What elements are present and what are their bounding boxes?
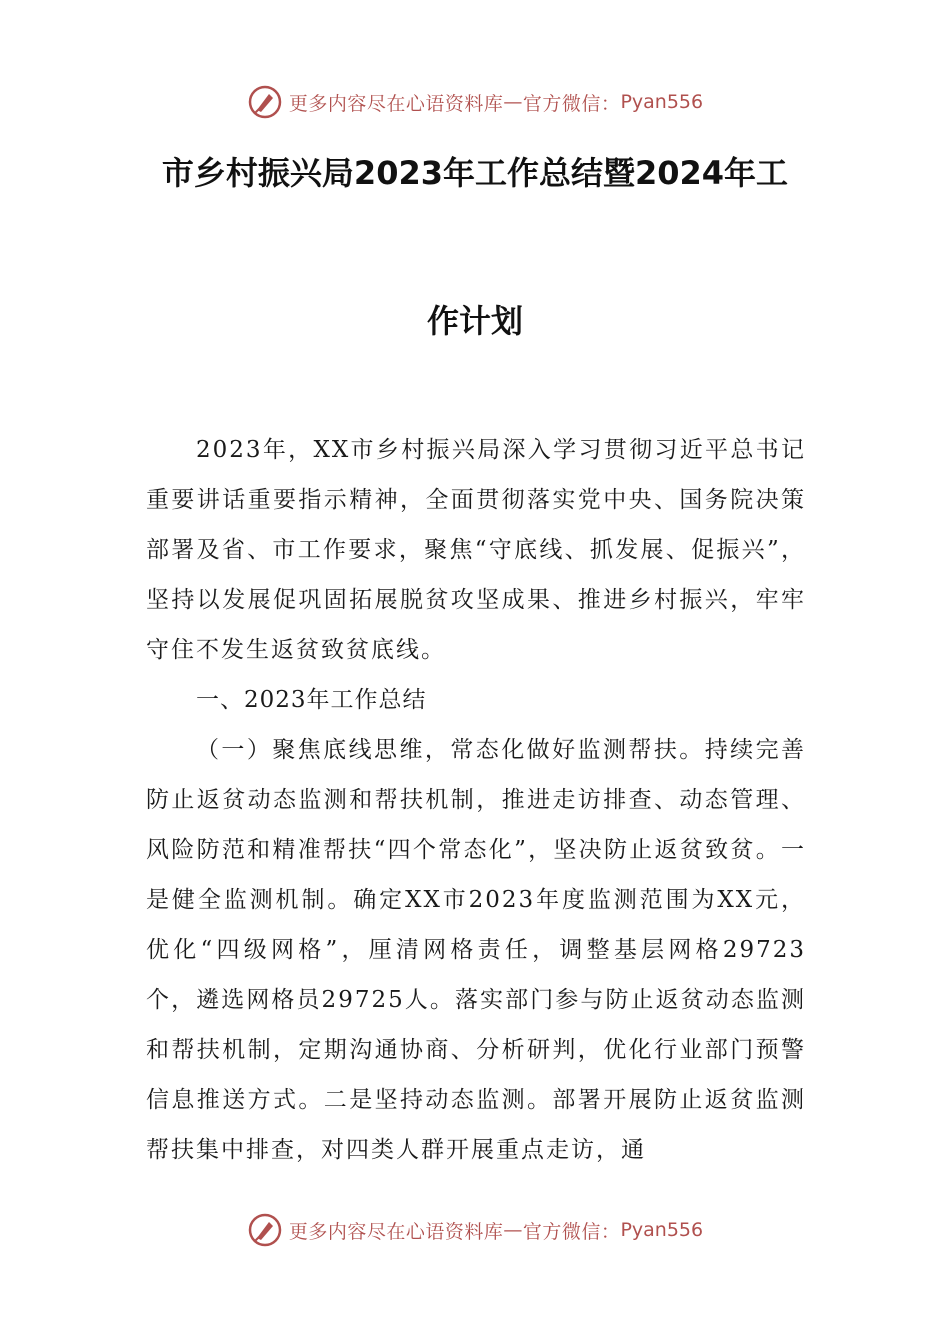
banner-wechat-label: 官方微信：: [522, 92, 621, 115]
banner-main-text: 更多内容尽在心语资料库: [288, 1220, 504, 1243]
section1-heading: 一、2023年工作总结: [196, 687, 427, 713]
banner-main-text: 更多内容尽在心语资料库: [288, 92, 504, 115]
banner-wechat-id: Pyan556: [620, 91, 704, 113]
document-title-line2: 作计划: [426, 302, 523, 340]
pen-nib-logo-icon: [247, 84, 283, 120]
watermark-banner-bottom: [0, 1208, 950, 1252]
document-body: [146, 425, 806, 1175]
section1-paragraph: （一）聚焦底线思维，常态化做好监测帮扶。持续完善防止返贫动态监测和帮扶机制，推进走访排查、动态管理、风险防范和精准帮扶“四个常态化”，坚决防止返贫致贫。一是健全监测机制。确定XX市2023年度监测范围为XX元，优化“四级网格”，厘清网格责任，调整基层网格29723个，遴选网格员29725人。落实部门参与防止返贫动态监测和帮扶机制，定期沟通协商、分析研判，优化行业部门预警信息推送方式。二是坚持动态监测。部署开展防止返贫监测帮扶集中排查，对四类人群开展重点走访，通: [146, 737, 806, 1163]
watermark-banner-top: [0, 80, 950, 124]
pen-nib-logo-icon: [247, 1212, 283, 1248]
intro-paragraph: 2023年，XX市乡村振兴局深入学习贯彻习近平总书记重要讲话重要指示精神，全面贯彻落实党中央、国务院决策部署及省、市工作要求，聚焦“守底线、抓发展、促振兴”，坚持以发展促巩固拓展脱贫攻坚成果、推进乡村振兴，牢牢守住不发生返贫致贫底线。: [146, 437, 806, 663]
banner-wechat-label: 官方微信：: [522, 1220, 621, 1243]
document-title-line1: 市乡村振兴局2023年工作总结暨2024年工: [161, 154, 789, 192]
banner-dash: —: [503, 91, 523, 113]
banner-dash: —: [503, 1219, 523, 1241]
banner-wechat-id: Pyan556: [620, 1219, 704, 1241]
